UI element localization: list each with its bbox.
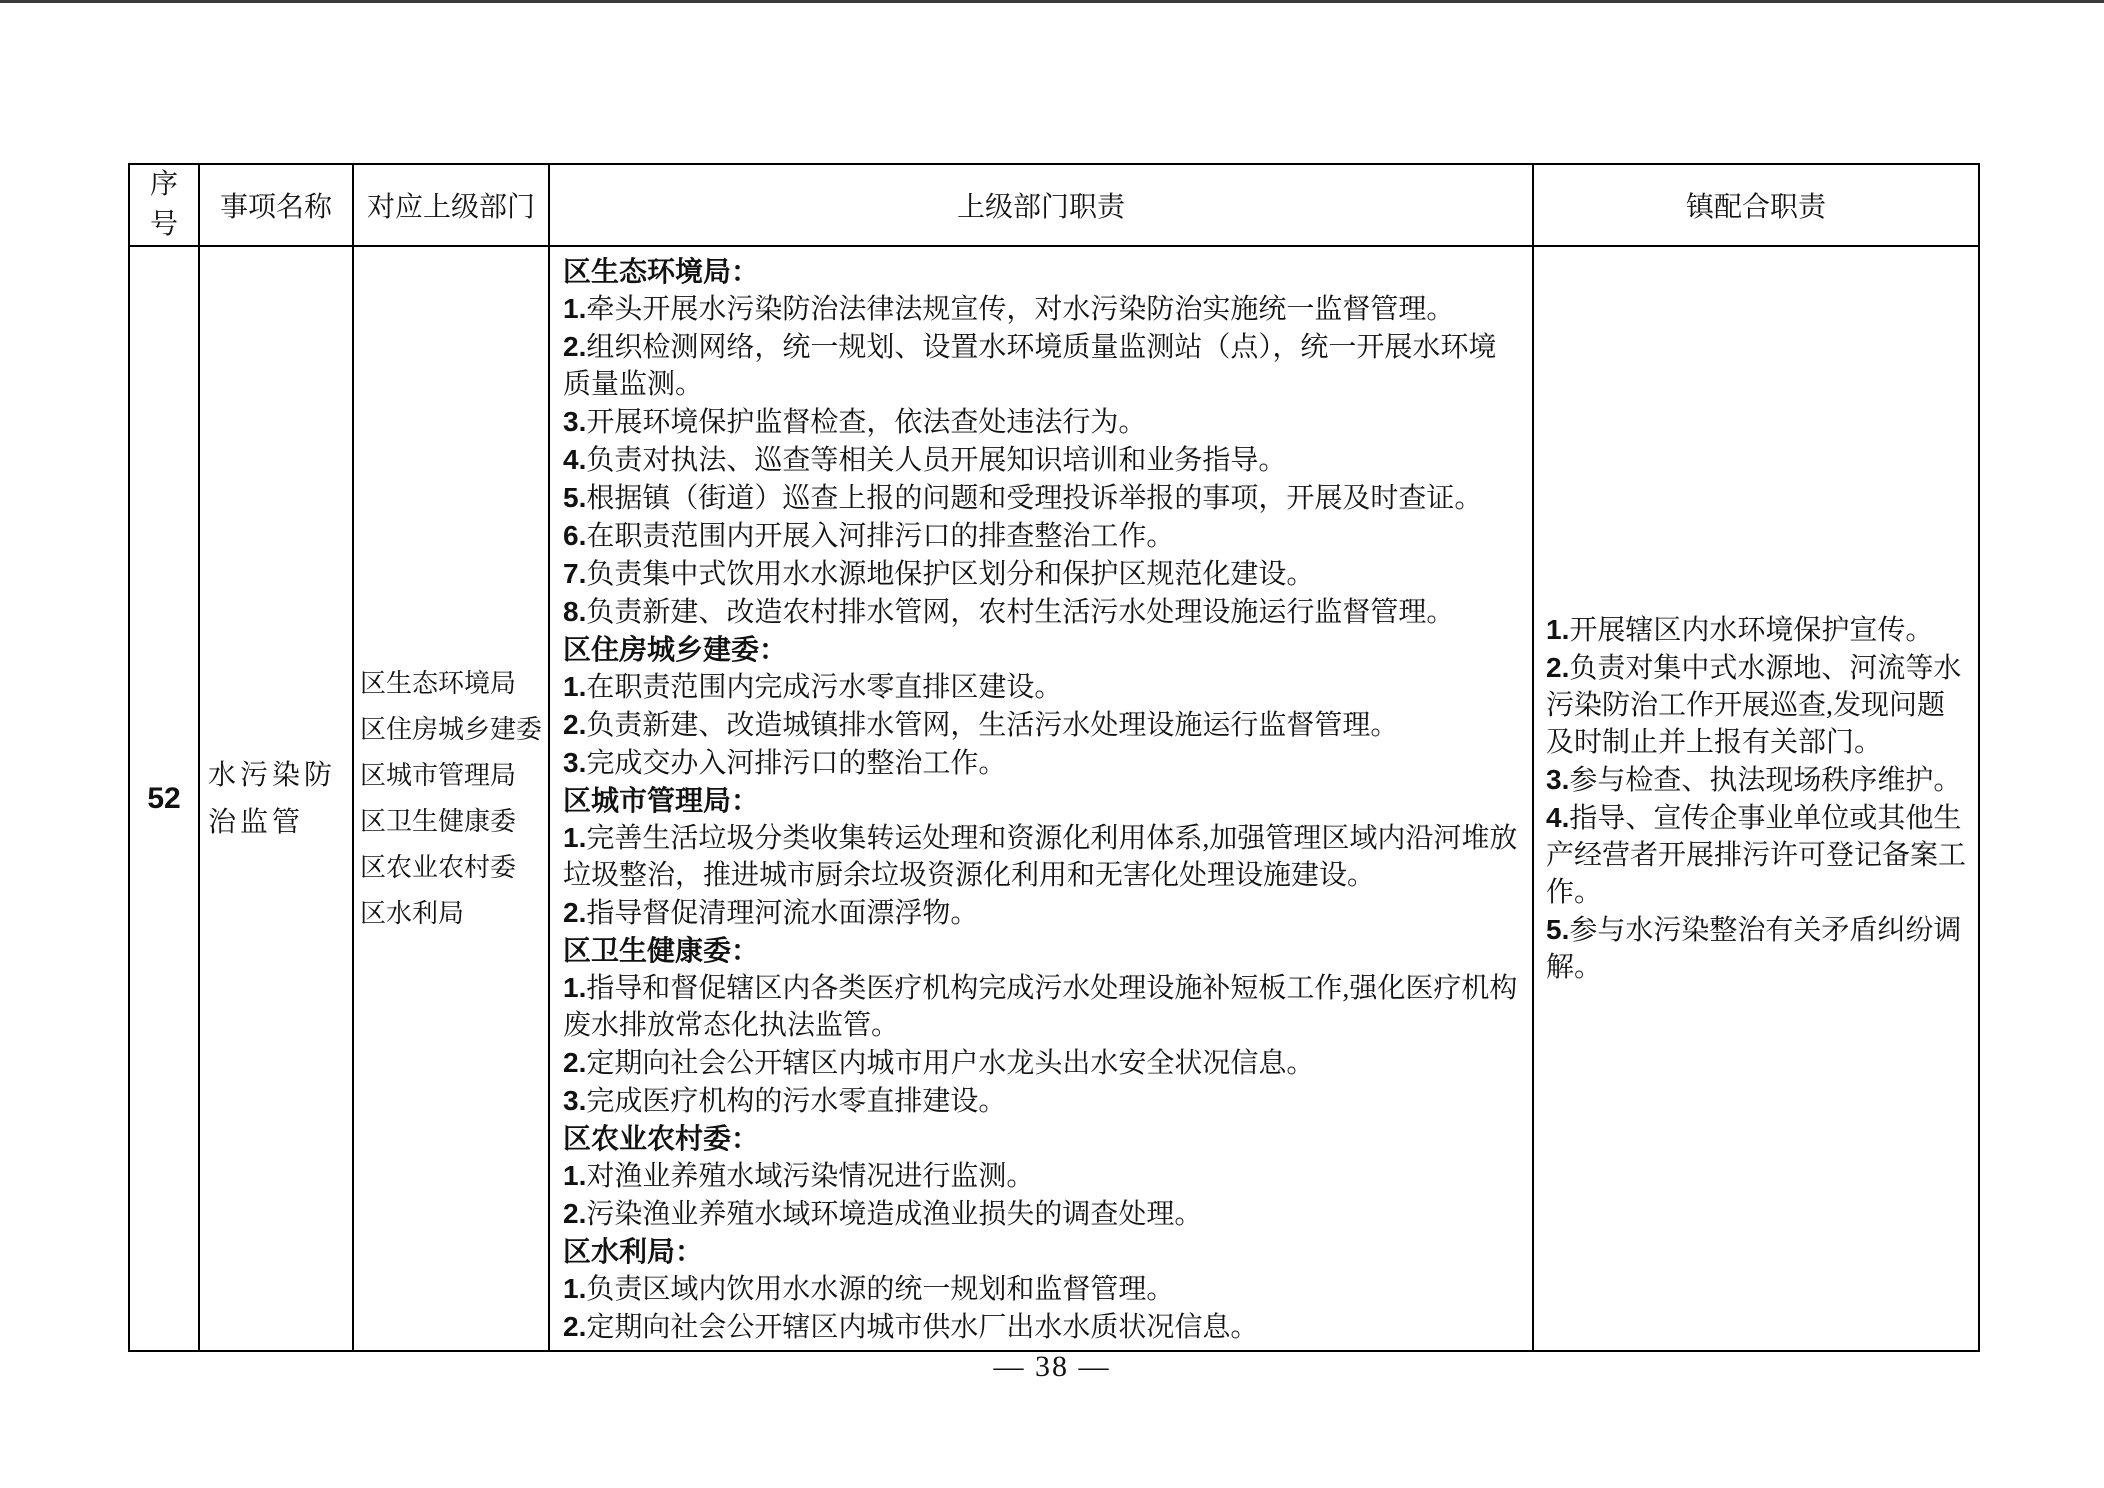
superior-duty-item: 1.对渔业养殖水域污染情况进行监测。 [563,1160,1035,1192]
header-seq-label: 序号 [149,169,178,240]
duty-section-title: 区城市管理局： [563,785,760,816]
row-item-name-cell [199,246,353,1351]
department-item: 区住房城乡建委 [360,714,543,744]
duty-item-number: 6. [563,520,587,551]
duty-section-title: 区水利局： [563,1236,704,1267]
department-list [354,661,548,937]
row-superior-duties-cell [549,246,1533,1351]
superior-duty-item: 5.根据镇（街道）巡查上报的问题和受理投诉举报的事项，开展及时查证。 [563,482,1483,514]
superior-duties-text [550,247,1532,1350]
department-item: 区生态环境局 [360,668,517,698]
duty-item-number: 2. [563,897,587,928]
header-superior-duties: 上级部门职责 [549,164,1533,246]
duty-item-number: 2. [563,1198,587,1229]
duty-item-number: 1. [1546,614,1570,645]
department-item: 区城市管理局 [360,760,517,790]
header-superior-dept: 对应上级部门 [353,164,549,246]
superior-duty-item: 3.完成交办入河排污口的整治工作。 [563,747,1007,779]
superior-duty-item: 7.负责集中式饮用水水源地保护区划分和保护区规范化建设。 [563,558,1315,590]
superior-duty-item: 1.牵头开展水污染防治法律法规宣传，对水污染防治实施统一监督管理。 [563,293,1455,325]
duty-item-number: 5. [1546,914,1570,945]
header-town-duties: 镇配合职责 [1533,164,1979,246]
duty-section-title: 区农业农村委： [563,1123,760,1154]
duty-item-number: 5. [563,482,587,513]
header-seq [129,164,199,246]
duty-item-number: 1. [563,1273,587,1304]
duty-item-number: 2. [563,331,587,362]
superior-duty-item: 6.在职责范围内开展入河排污口的排查整治工作。 [563,520,1175,552]
duty-item-number: 1. [563,671,587,702]
department-item: 区水利局 [360,898,465,928]
duty-item-number: 2. [1546,652,1570,683]
duty-item-number: 4. [563,444,587,475]
duty-section-title: 区生态环境局： [563,256,760,287]
town-duties-text [1534,611,1978,986]
superior-duty-item: 2.负责新建、改造城镇排水管网，生活污水处理设施运行监督管理。 [563,709,1399,741]
department-item: 区农业农村委 [360,852,517,882]
superior-duty-item: 4.负责对执法、巡查等相关人员开展知识培训和业务指导。 [563,444,1287,476]
duty-item-number: 1. [563,293,587,324]
superior-duty-item: 2.组织检测网络，统一规划、设置水环境质量监测站（点），统一开展水环境质量监测。 [563,331,1497,400]
superior-duty-item: 1.指导和督促辖区内各类医疗机构完成污水处理设施补短板工作,强化医疗机构废水排放常态化执法监管。 [563,972,1518,1041]
superior-duty-item: 1.完善生活垃圾分类收集转运处理和资源化利用体系,加强管理区域内沿河堆放垃圾整治，推进城市厨余垃圾资源化利用和无害化处理设施建设。 [563,822,1518,891]
row-seq-number: 52 [129,246,199,1351]
duty-item-number: 2. [563,1047,587,1078]
superior-duty-item: 1.在职责范围内完成污水零直排区建设。 [563,671,1063,703]
header-row [129,164,1979,246]
superior-duty-item: 3.完成医疗机构的污水零直排建设。 [563,1085,1007,1117]
table-row [129,246,1979,1351]
row-item-name: 水污染防治监管 [208,759,337,838]
duty-item-number: 8. [563,596,587,627]
duty-item-number: 4. [1546,802,1570,833]
scan-edge-line [0,0,2104,3]
page-number: — 38 — [993,1350,1111,1383]
duty-item-number: 2. [563,709,587,740]
superior-duty-item: 2.指导督促清理河流水面漂浮物。 [563,897,979,929]
town-duty-item: 3.参与检查、执法现场秩序维护。 [1546,764,1962,796]
superior-duty-item: 3.开展环境保护监督检查，依法查处违法行为。 [563,406,1147,438]
duty-item-number: 1. [563,822,587,853]
superior-duty-item: 1.负责区域内饮用水水源的统一规划和监督管理。 [563,1273,1175,1305]
row-town-duties-cell [1533,246,1979,1351]
duty-item-number: 2. [563,1311,587,1342]
duty-item-number: 3. [563,1085,587,1116]
duty-item-number: 1. [563,1160,587,1191]
superior-duty-item: 2.定期向社会公开辖区内城市用户水龙头出水安全状况信息。 [563,1047,1315,1079]
duty-item-number: 3. [1546,764,1570,795]
duty-item-number: 3. [563,747,587,778]
superior-duty-item: 8.负责新建、改造农村排水管网，农村生活污水处理设施运行监督管理。 [563,596,1455,628]
superior-duty-item: 2.污染渔业养殖水域环境造成渔业损失的调查处理。 [563,1198,1203,1230]
duties-table [128,163,1980,1352]
duty-item-number: 1. [563,972,587,1003]
superior-duty-item: 2.定期向社会公开辖区内城市供水厂出水水质状况信息。 [563,1311,1259,1343]
duty-item-number: 3. [563,406,587,437]
department-item: 区卫生健康委 [360,806,517,836]
town-duty-item: 4.指导、宣传企事业单位或其他生产经营者开展排污许可登记备案工作。 [1546,802,1967,908]
duty-section-title: 区住房城乡建委： [563,634,788,665]
town-duty-item: 2.负责对集中式水源地、河流等水污染防治工作开展巡查,发现问题及时制止并上报有关部门。 [1546,652,1962,758]
duty-section-title: 区卫生健康委： [563,935,760,966]
town-duty-item: 5.参与水污染整治有关矛盾纠纷调解。 [1546,914,1962,983]
row-departments-cell [353,246,549,1351]
duty-item-number: 7. [563,558,587,589]
header-item-name: 事项名称 [199,164,353,246]
town-duty-item: 1.开展辖区内水环境保护宣传。 [1546,614,1934,646]
